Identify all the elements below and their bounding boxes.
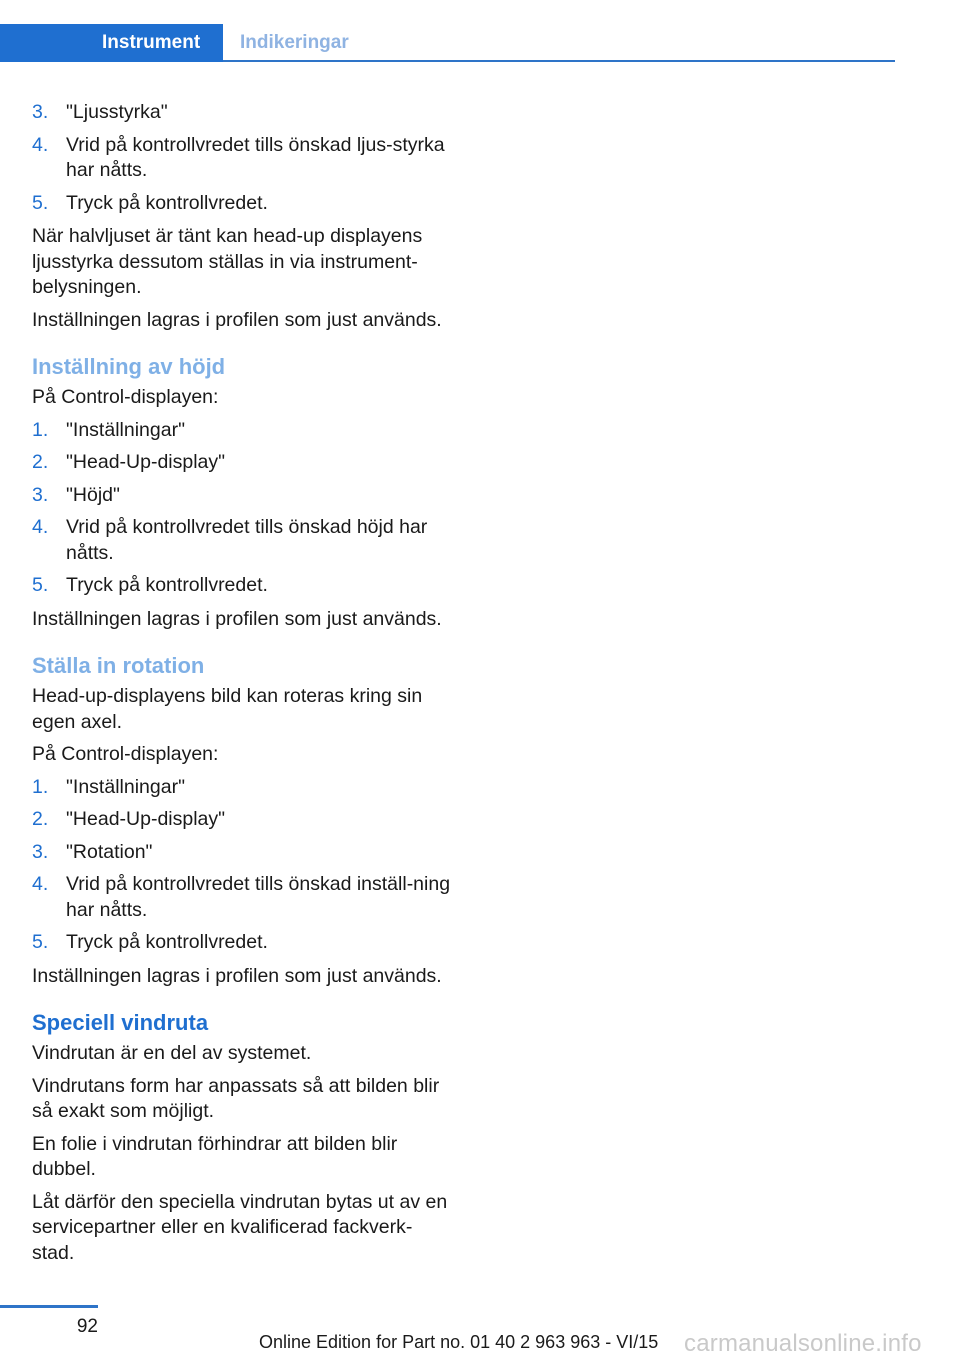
list-item <box>32 191 452 217</box>
step-number: 1. <box>32 775 49 798</box>
step-text: "Inställningar" <box>66 775 185 798</box>
step-number: 5. <box>32 931 49 953</box>
step-number: 5. <box>32 191 49 214</box>
step-text: Tryck på kontrollvredet. <box>66 191 268 214</box>
paragraph: När halvljuset är tänt kan head-up displayens ljusstyrka dessutom ställas in via instrument-belysningen. <box>32 225 423 298</box>
step-text: "Inställningar" <box>66 418 185 441</box>
page-header <box>0 24 895 62</box>
step-number: 4. <box>32 516 49 538</box>
paragraph: Inställningen lagras i profilen som just används. <box>32 607 442 630</box>
paragraph: Inställningen lagras i profilen som just används. <box>32 308 442 331</box>
step-text: Vrid på kontrollvredet tills önskad höjd har nåtts. <box>66 516 428 564</box>
step-list-rotation <box>32 775 452 956</box>
step-number: 3. <box>32 101 49 123</box>
step-number: 2. <box>32 808 49 830</box>
step-number: 2. <box>32 451 49 473</box>
paragraph: Vindrutans form har anpassats så att bilden blir så exakt som möjligt. <box>32 1074 440 1122</box>
list-item <box>32 807 452 833</box>
paragraph: På Control-displayen: <box>32 743 219 765</box>
step-text: Tryck på kontrollvredet. <box>66 931 268 953</box>
tab-indikeringar[interactable]: Indikeringar <box>240 32 349 53</box>
step-text: Vrid på kontrollvredet tills önskad ljus-styrka har nåtts. <box>66 133 445 181</box>
list-item <box>32 515 452 566</box>
list-item <box>32 930 452 956</box>
step-number: 3. <box>32 483 49 506</box>
list-item <box>32 418 452 444</box>
step-text: "Head-Up-display" <box>66 808 226 830</box>
step-text: "Ljusstyrka" <box>66 101 168 123</box>
list-item <box>32 450 452 476</box>
list-item <box>32 133 452 184</box>
step-text: Tryck på kontrollvredet. <box>66 574 268 596</box>
list-item <box>32 775 452 801</box>
footer-rule <box>0 1305 98 1308</box>
step-number: 4. <box>32 133 49 156</box>
edition-note: Online Edition for Part no. 01 40 2 963 963 - VI/15 <box>259 1332 659 1352</box>
section-heading-windshield: Speciell vindruta <box>32 1010 209 1035</box>
step-number: 5. <box>32 574 49 596</box>
section-heading-height: Inställning av höjd <box>32 354 226 379</box>
paragraph: Inställningen lagras i profilen som just används. <box>32 964 442 987</box>
paragraph: Låt därför den speciella vindrutan bytas ut av en servicepartner eller en kvalificerad fackverk-stad. <box>32 1190 448 1264</box>
section-heading-rotation: Ställa in rotation <box>32 653 205 678</box>
step-number: 4. <box>32 873 49 895</box>
paragraph: Vindrutan är en del av systemet. <box>32 1042 312 1064</box>
step-text: Vrid på kontrollvredet tills önskad inställ-ning har nåtts. <box>66 873 451 921</box>
list-item <box>32 872 452 923</box>
paragraph: Head-up-displayens bild kan roteras kring sin egen axel. <box>32 685 423 733</box>
page-content <box>32 100 452 1273</box>
step-number: 3. <box>32 840 49 863</box>
step-text: "Höjd" <box>66 483 120 506</box>
watermark: carmanualsonline.info <box>684 1330 922 1357</box>
step-list-height <box>32 418 452 599</box>
step-text: "Head-Up-display" <box>66 451 226 473</box>
list-item <box>32 100 452 126</box>
paragraph: En folie i vindrutan förhindrar att bilden blir dubbel. <box>32 1132 398 1180</box>
list-item <box>32 483 452 509</box>
step-number: 1. <box>32 418 49 441</box>
step-list-brightness <box>32 100 452 216</box>
list-item <box>32 573 452 599</box>
paragraph: På Control-displayen: <box>32 386 219 408</box>
tab-instrument[interactable]: Instrument <box>0 24 223 62</box>
step-text: "Rotation" <box>66 840 153 863</box>
list-item <box>32 840 452 866</box>
page-number: 92 <box>76 1316 98 1337</box>
